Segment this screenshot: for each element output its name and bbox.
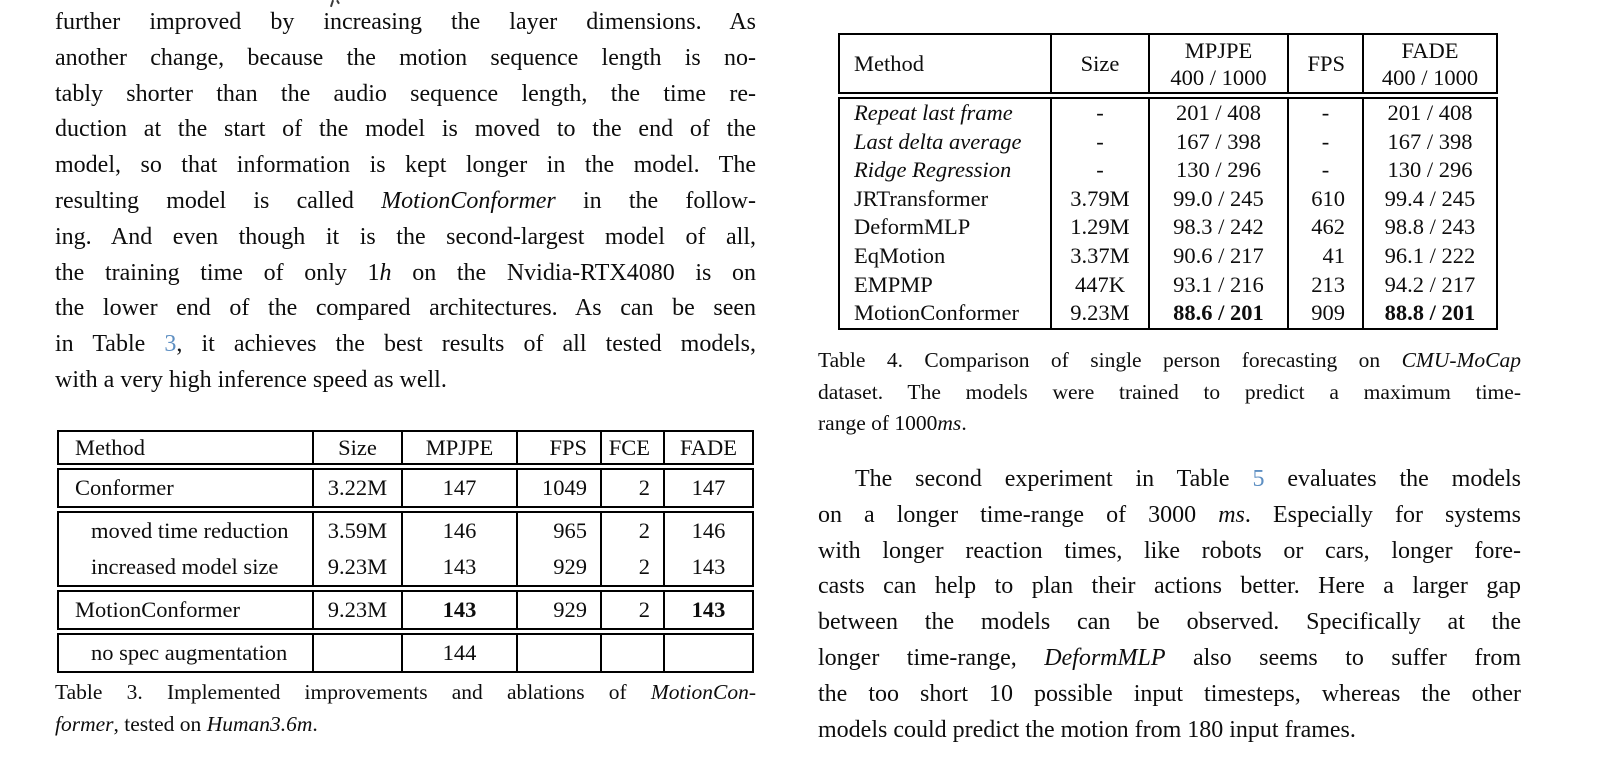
table-cell [600, 635, 663, 671]
emphasized-text: DeformMLP [1044, 644, 1166, 671]
emphasized-text: ms [937, 411, 962, 435]
emphasized-text: Human3.6m [206, 711, 313, 736]
table-row [840, 213, 1496, 242]
table-cell: Repeat last frame [854, 100, 1013, 125]
text-segment: in Table [55, 331, 165, 358]
text-segment: further improved by increasing the layer dimensions. As [55, 9, 756, 35]
table-cell: 9.23M [1050, 299, 1148, 328]
table-cell: MotionConformer [854, 300, 1019, 326]
table3-ablation-table [57, 430, 754, 673]
text-line [55, 184, 756, 220]
table-cell: increased model size [91, 554, 279, 579]
table-cell: 929 [516, 592, 600, 628]
table-cell: Last delta average [854, 128, 1022, 154]
column-header: FCE [600, 432, 663, 463]
table-cell: moved time reduction [91, 518, 289, 543]
table-cell: 3.37M [1050, 242, 1148, 271]
table-cell: 2 [600, 549, 663, 585]
table-row [840, 128, 1496, 157]
table-cell: Ridge Regression [854, 157, 1012, 183]
table-cell: - [1287, 99, 1362, 128]
text-segment: another change, because the motion sequence length is no- [55, 44, 756, 71]
text-line [55, 5, 756, 41]
text-segment: on the Nvidia-RTX4080 is on [391, 259, 756, 286]
table-cell: 1049 [516, 470, 600, 506]
text-segment: the too short 10 possible input timesteps, whereas the other [818, 680, 1521, 707]
column-header: FPS [516, 432, 600, 463]
column-header: Method [854, 51, 924, 76]
text-segment: with longer reaction times, like robots or cars, longer fore- [818, 537, 1521, 564]
column-header: FADE [663, 432, 752, 463]
text-segment: between the models can be observed. Specifically at the [818, 609, 1521, 636]
text-segment: . Especially for systems [1244, 501, 1521, 528]
text-segment: on a longer time-range of 3000 [818, 501, 1219, 528]
text-segment: duction at the start of the model is moved to the end of the [55, 116, 756, 143]
text-line [818, 677, 1521, 713]
table-cell: 2 [600, 592, 663, 628]
table4-caption [818, 345, 1521, 440]
table-row [840, 185, 1496, 214]
table-cell: EqMotion [854, 242, 946, 268]
table-cell: 929 [516, 549, 600, 585]
emphasized-text: ms [1218, 501, 1245, 528]
table-body-section [57, 633, 754, 673]
text-segment: dataset. The models were trained to predict a maximum time- [818, 379, 1521, 404]
table-cell: 909 [1287, 299, 1362, 328]
table-cell: 99.4 / 245 [1362, 185, 1496, 214]
table-cell: - [1050, 128, 1148, 157]
table-cell: 167 / 398 [1362, 128, 1496, 157]
clipped-text-fragment [336, 0, 340, 4]
table-cell [312, 635, 401, 671]
column-header: FADE 400 / 1000 [1362, 35, 1496, 92]
text-segment: with a very high inference speed as well. [55, 366, 447, 393]
table-cell: 3.22M [312, 470, 401, 506]
text-line [818, 408, 1521, 440]
table-cell: 88.6 / 201 [1148, 299, 1287, 328]
text-line [818, 641, 1521, 677]
text-segment: tably shorter than the audio sequence length, the time re- [55, 80, 756, 107]
column-header: Method [75, 435, 145, 460]
text-line [818, 534, 1521, 570]
text-segment: casts can help to plan their actions better. Here a larger gap [818, 573, 1521, 600]
table-cell: - [1287, 128, 1362, 157]
text-segment: Table 3. Implemented improvements and ablations of [55, 680, 651, 704]
table-cell: 462 [1287, 213, 1362, 242]
text-segment: ing. And even though it is the second-largest model of all, [55, 223, 756, 250]
text-segment: the training time of only 1 [55, 259, 380, 286]
column-header: Size [1050, 35, 1148, 92]
text-line [818, 605, 1521, 641]
table-body-section [57, 590, 754, 630]
table-header-row [59, 432, 752, 463]
table-body-section [57, 468, 754, 508]
text-line [55, 220, 756, 256]
table-header-row [840, 35, 1496, 92]
column-header: MPJPE 400 / 1000 [1148, 35, 1287, 92]
table-body-section [838, 97, 1498, 330]
table-cell: 94.2 / 217 [1362, 271, 1496, 300]
table-header-section [57, 430, 754, 465]
column-header: FPS [1287, 35, 1362, 92]
table-cell: 143 [663, 592, 752, 628]
table-cell: 167 / 398 [1148, 128, 1287, 157]
table-row [840, 271, 1496, 300]
table-cell: 93.1 / 216 [1148, 271, 1287, 300]
emphasized-text: CMU-MoCap [1401, 348, 1521, 372]
text-line [55, 112, 756, 148]
text-segment: longer time-range, [818, 644, 1045, 671]
text-segment: resulting model is called [55, 187, 382, 214]
text-segment: The second experiment in Table [855, 466, 1253, 492]
table-cell: 88.8 / 201 [1362, 299, 1496, 328]
table-row [59, 635, 752, 671]
text-segment: . [312, 711, 318, 736]
table4-comparison-table [838, 33, 1498, 330]
text-line [55, 148, 756, 184]
text-segment: Table 4. Comparison of single person forecasting on [818, 348, 1402, 372]
text-line [818, 345, 1521, 377]
table-cell: 3.79M [1050, 185, 1148, 214]
table-cell: 98.3 / 242 [1148, 213, 1287, 242]
table-cell: 965 [516, 513, 600, 549]
table-row [59, 592, 752, 628]
table-cell: 9.23M [312, 549, 401, 585]
table-cell: 143 [401, 549, 516, 585]
table-cell: 146 [663, 513, 752, 549]
text-line [55, 291, 756, 327]
text-segment: evaluates the models [1264, 466, 1521, 492]
table-cell: 447K [1050, 271, 1148, 300]
table-cell: 213 [1287, 271, 1362, 300]
text-segment: in the follow- [555, 187, 756, 214]
table-cell: - [1050, 156, 1148, 185]
table-cell: - [1050, 99, 1148, 128]
table-row [840, 156, 1496, 185]
table-cell: 41 [1287, 242, 1362, 271]
text-segment: , it achieves the best results of all tested models, [176, 331, 756, 358]
table-cell: 96.1 / 222 [1362, 242, 1496, 271]
table-row [840, 242, 1496, 271]
table-cell: 201 / 408 [1148, 99, 1287, 128]
text-segment: the lower end of the compared architectures. As can be seen [55, 295, 756, 322]
table-cell: no spec augmentation [91, 640, 288, 665]
text-segment: . [961, 411, 967, 435]
table-cell: 98.8 / 243 [1362, 213, 1496, 242]
table-cell: 144 [401, 635, 516, 671]
column-header: Size [312, 432, 401, 463]
table-cell: 610 [1287, 185, 1362, 214]
table-cell: 2 [600, 470, 663, 506]
table3-caption [55, 677, 756, 740]
text-line [55, 327, 756, 363]
table-row [59, 549, 752, 585]
emphasized-text: MotionCon- [650, 680, 756, 704]
text-line [818, 498, 1521, 534]
text-line [55, 41, 756, 77]
text-line [818, 569, 1521, 605]
table-cell: 130 / 296 [1362, 156, 1496, 185]
emphasized-text: h [379, 259, 392, 286]
table-cell: 90.6 / 217 [1148, 242, 1287, 271]
table-cell: 143 [401, 592, 516, 628]
table-cell: 147 [401, 470, 516, 506]
table-cell [516, 635, 600, 671]
table-header-section [838, 33, 1498, 94]
table-cell: 3.59M [312, 513, 401, 549]
text-segment: , tested on [113, 711, 207, 736]
text-line [818, 377, 1521, 409]
text-line [55, 677, 756, 709]
text-segment: also seems to suffer from [1165, 644, 1521, 671]
table-cell: EMPMP [854, 271, 933, 297]
table-cell: 147 [663, 470, 752, 506]
table-cell: DeformMLP [854, 214, 971, 240]
left-column-paragraph [55, 5, 756, 399]
table-cell: 99.0 / 245 [1148, 185, 1287, 214]
text-line [818, 713, 1521, 749]
text-line [818, 462, 1521, 498]
table-row [59, 513, 752, 549]
table-row [840, 299, 1496, 328]
table-cell: MotionConformer [75, 597, 240, 622]
table-row [59, 470, 752, 506]
text-line [55, 77, 756, 113]
table-cell: Conformer [75, 475, 174, 500]
right-column-paragraph [818, 462, 1521, 748]
emphasized-text: former [55, 711, 114, 736]
table-cell: 1.29M [1050, 213, 1148, 242]
table-reference-link[interactable]: 3 [164, 331, 177, 358]
text-segment: model, so that information is kept longer in the model. The [55, 152, 756, 179]
table-cell: 201 / 408 [1362, 99, 1496, 128]
table-cell [663, 635, 752, 671]
table-cell: 130 / 296 [1148, 156, 1287, 185]
table-cell: 146 [401, 513, 516, 549]
column-header: MPJPE [401, 432, 516, 463]
table-cell: - [1287, 156, 1362, 185]
table-body-section [57, 511, 754, 587]
table-reference-link[interactable]: 5 [1252, 466, 1265, 492]
table-row [840, 99, 1496, 128]
table-cell: 143 [663, 549, 752, 585]
table-cell: 2 [600, 513, 663, 549]
text-line [55, 709, 756, 741]
text-line [55, 256, 756, 292]
table-cell: JRTransformer [854, 185, 989, 211]
text-segment: range of 1000 [818, 411, 938, 435]
text-line [55, 363, 756, 399]
text-segment: models could predict the motion from 180 input frames. [818, 716, 1356, 743]
emphasized-text: MotionConformer [381, 187, 556, 214]
table-cell: 9.23M [312, 592, 401, 628]
